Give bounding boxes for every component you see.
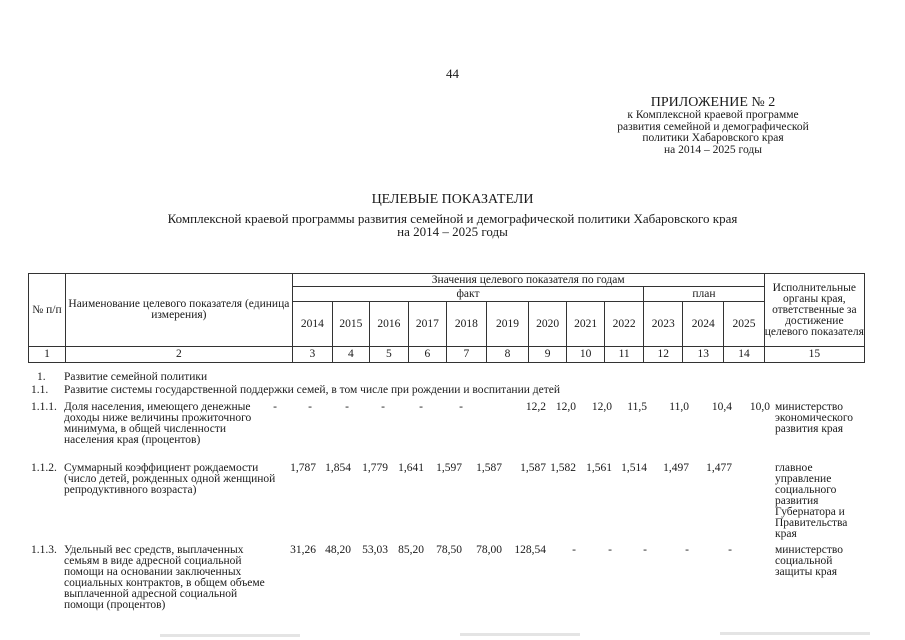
year-cell: 2020 <box>529 302 567 347</box>
col-number: 3 <box>292 347 332 363</box>
year-cell: 2024 <box>683 302 724 347</box>
row-value: - <box>419 401 423 413</box>
row-value: - <box>381 401 385 413</box>
appendix-title: ПРИЛОЖЕНИЕ № 2 <box>650 95 776 110</box>
row-name: Удельный вес средств, выплаченных семьям в виде адресной социальной помощи на основании заключенных социальных контрактов, в общем объеме выплаченной адресной социальной помощи (процентов) <box>64 544 265 611</box>
col-number: 8 <box>486 347 528 363</box>
header-num: № п/п <box>29 274 66 347</box>
row-value: - <box>459 401 463 413</box>
col-number: 5 <box>369 347 408 363</box>
row-value: - <box>685 544 689 556</box>
row-value: 1,854 <box>325 462 351 474</box>
title-line-2: Комплексной краевой программы развития семейной и демографической политики Хабаровского края <box>167 211 738 226</box>
section-label: Развитие семейной политики <box>64 371 208 383</box>
title-line-3: на 2014 – 2025 годы <box>397 224 508 239</box>
row-value: - <box>345 401 349 413</box>
col-number: 14 <box>724 347 764 363</box>
row-value: 1,787 <box>290 462 316 474</box>
row-value: - <box>608 544 612 556</box>
row-value: - <box>728 544 732 556</box>
header-plan: план <box>644 287 764 302</box>
row-value: 1,641 <box>398 462 424 474</box>
row-number: 1.1.2. <box>31 462 57 474</box>
document-title <box>0 192 905 238</box>
row-executor: министерство экономического развития края <box>775 401 854 435</box>
row-value: 85,20 <box>398 544 424 556</box>
title-line-1: ЦЕЛЕВЫЕ ПОКАЗАТЕЛИ <box>371 192 534 207</box>
col-number: 11 <box>605 347 644 363</box>
row-number: 1.1.1. <box>31 401 57 413</box>
scan-artifact <box>460 633 580 636</box>
row-value: 10,4 <box>711 401 732 413</box>
row-value: - <box>572 544 576 556</box>
row-name: Доля населения, имеющего денежные доходы ниже величины прожиточного минимума, в общей численности населения края (процентов) <box>64 401 252 446</box>
appendix-line: на 2014 – 2025 годы <box>664 143 762 156</box>
col-number: 6 <box>408 347 446 363</box>
row-value: 1,561 <box>586 462 612 474</box>
row-value: - <box>643 544 647 556</box>
row-executor: главное управление социального развития Губернатора и Правительства края <box>775 462 848 540</box>
row-value: 11,5 <box>627 401 647 413</box>
row-value: 1,582 <box>550 462 576 474</box>
col-number: 15 <box>764 347 864 363</box>
row-value: 78,00 <box>476 544 502 556</box>
row-value: 31,26 <box>290 544 316 556</box>
header-name: Наименование целевого показателя (единица измерения) <box>65 274 292 347</box>
col-number: 2 <box>65 347 292 363</box>
year-cell: 2021 <box>567 302 605 347</box>
header-values: Значения целевого показателя по годам <box>292 274 764 287</box>
col-number: 4 <box>332 347 369 363</box>
row-number: 1.1.3. <box>31 544 57 556</box>
row-value: 12,0 <box>591 401 612 413</box>
row-value: 1,779 <box>362 462 388 474</box>
row-name: Суммарный коэффициент рождаемости (число детей, рожденных одной женщиной репродуктивного возраста) <box>64 462 276 496</box>
row-value: 128,54 <box>514 544 546 556</box>
appendix-header <box>583 95 843 156</box>
row-value: - <box>308 401 312 413</box>
appendix-line: развития семейной и демографической <box>617 120 809 133</box>
year-cell: 2022 <box>605 302 644 347</box>
header-exec: Исполнительные органы края, ответственные за достижение целевого показателя <box>764 274 864 347</box>
col-number: 1 <box>29 347 66 363</box>
indicator-table-header <box>28 273 865 363</box>
row-value: 12,2 <box>525 401 546 413</box>
header-fact: факт <box>292 287 643 302</box>
year-cell: 2017 <box>408 302 446 347</box>
scan-artifact <box>720 632 870 635</box>
row-value: 1,477 <box>706 462 732 474</box>
col-number: 10 <box>567 347 605 363</box>
section-number: 1. <box>37 371 46 383</box>
year-cell: 2019 <box>486 302 528 347</box>
appendix-line: к Комплексной краевой программе <box>627 109 799 121</box>
row-value: 11,0 <box>669 401 689 413</box>
year-cell: 2014 <box>292 302 332 347</box>
year-cell: 2015 <box>332 302 369 347</box>
year-cell: 2023 <box>644 302 683 347</box>
row-value: - <box>273 401 277 413</box>
row-value: 1,587 <box>520 462 546 474</box>
col-number: 7 <box>446 347 486 363</box>
scan-artifact <box>160 634 300 637</box>
row-value: 78,50 <box>436 544 462 556</box>
col-number: 9 <box>529 347 567 363</box>
col-number: 13 <box>683 347 724 363</box>
year-cell: 2018 <box>446 302 486 347</box>
row-value: 10,0 <box>749 401 770 413</box>
row-value: 12,0 <box>555 401 576 413</box>
col-number: 12 <box>644 347 683 363</box>
section-label: Развитие системы государственной поддержки семей, в том числе при рождении и воспитании детей <box>64 384 561 396</box>
row-value: 1,587 <box>476 462 502 474</box>
row-value: 48,20 <box>325 544 351 556</box>
section-number: 1.1. <box>31 384 49 396</box>
year-cell: 2025 <box>724 302 764 347</box>
year-cell: 2016 <box>369 302 408 347</box>
row-value: 1,597 <box>436 462 462 474</box>
row-value: 53,03 <box>362 544 388 556</box>
row-value: 1,514 <box>621 462 647 474</box>
page-number: 44 <box>446 66 459 81</box>
row-value: 1,497 <box>663 462 689 474</box>
appendix-line: политики Хабаровского края <box>642 132 784 144</box>
row-executor: министерство социальной защиты края <box>775 544 843 578</box>
